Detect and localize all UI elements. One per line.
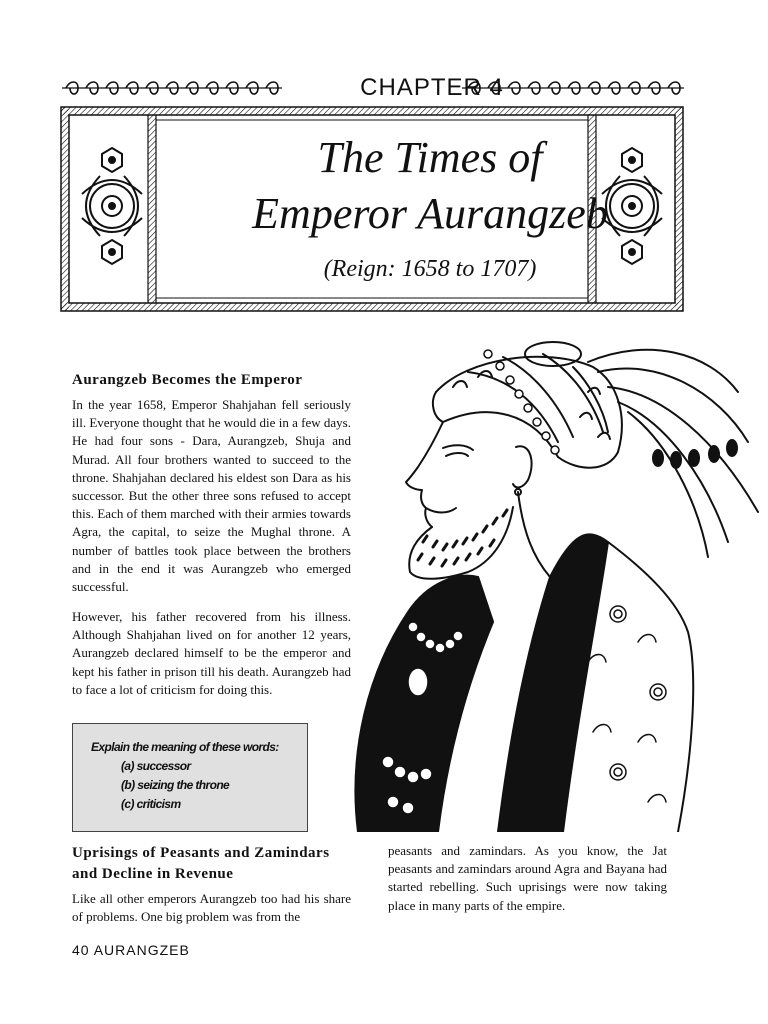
section1-paragraph-2: However, his father recovered from his illness. Although Shahjahan lived on for another 12 years, Aurangzeb declared himself to be the emperor and kept his father in prison till his death. Aurangzeb had to face a lot of criticism for doing this. bbox=[72, 609, 351, 697]
exercise-item: (c) criticism bbox=[121, 797, 181, 811]
left-ornament-band-icon bbox=[62, 80, 282, 96]
section-heading-becomes-emperor: Aurangzeb Becomes the Emperor bbox=[72, 372, 303, 388]
section-heading-uprisings-line1: Uprisings of Peasants and Zamindars bbox=[72, 845, 330, 861]
title-box bbox=[60, 106, 684, 312]
chapter-title-line2: Emperor Aurangzeb bbox=[252, 189, 608, 238]
exercise-item: (a) successor bbox=[121, 759, 191, 773]
aurangzeb-portrait-icon bbox=[318, 332, 768, 832]
page-footer: 40 AURANGZEB bbox=[72, 942, 190, 958]
section1-paragraph-1: In the year 1658, Emperor Shahjahan fell seriously ill. Everyone thought that he would die in a few days. He had four sons - Dara, Aurangzeb, Shuja and Murad. All four brothers wanted to succeed to the throne. Shahjahan declared his eldest son Dara as his successor. But the other three sons refused to accept this. Each of them marched with their armies towards Agra, the capital, to seize the Mughal throne. A number of battles took place between the brothers and in the end it was Aurangzeb who emerged successful. bbox=[72, 397, 351, 595]
right-ornament-band-icon bbox=[462, 80, 684, 96]
chapter-header bbox=[62, 72, 684, 104]
chapter-title-line1: The Times of bbox=[317, 133, 543, 182]
section2-paragraph-1: Like all other emperors Aurangzeb too had his share of problems. One big problem was from the bbox=[72, 891, 351, 925]
exercise-title: Explain the meaning of these words: bbox=[91, 740, 279, 754]
exercise-item: (b) seizing the throne bbox=[121, 778, 230, 792]
chapter-label: CHAPTER 4 bbox=[360, 74, 504, 101]
chapter-title bbox=[210, 130, 650, 242]
reign-subtitle: (Reign: 1658 to 1707) bbox=[323, 256, 537, 282]
section2-paragraph-1-continued: peasants and zamindars. As you know, the Jat peasants and zamindars around Agra and Bayana had started rebelling. Such uprisings were now taking place in many parts of the empire. bbox=[388, 843, 667, 913]
section-heading-uprisings-line2: and Decline in Revenue bbox=[72, 866, 234, 882]
exercise-box bbox=[72, 723, 308, 832]
section-heading-uprisings bbox=[72, 843, 330, 885]
